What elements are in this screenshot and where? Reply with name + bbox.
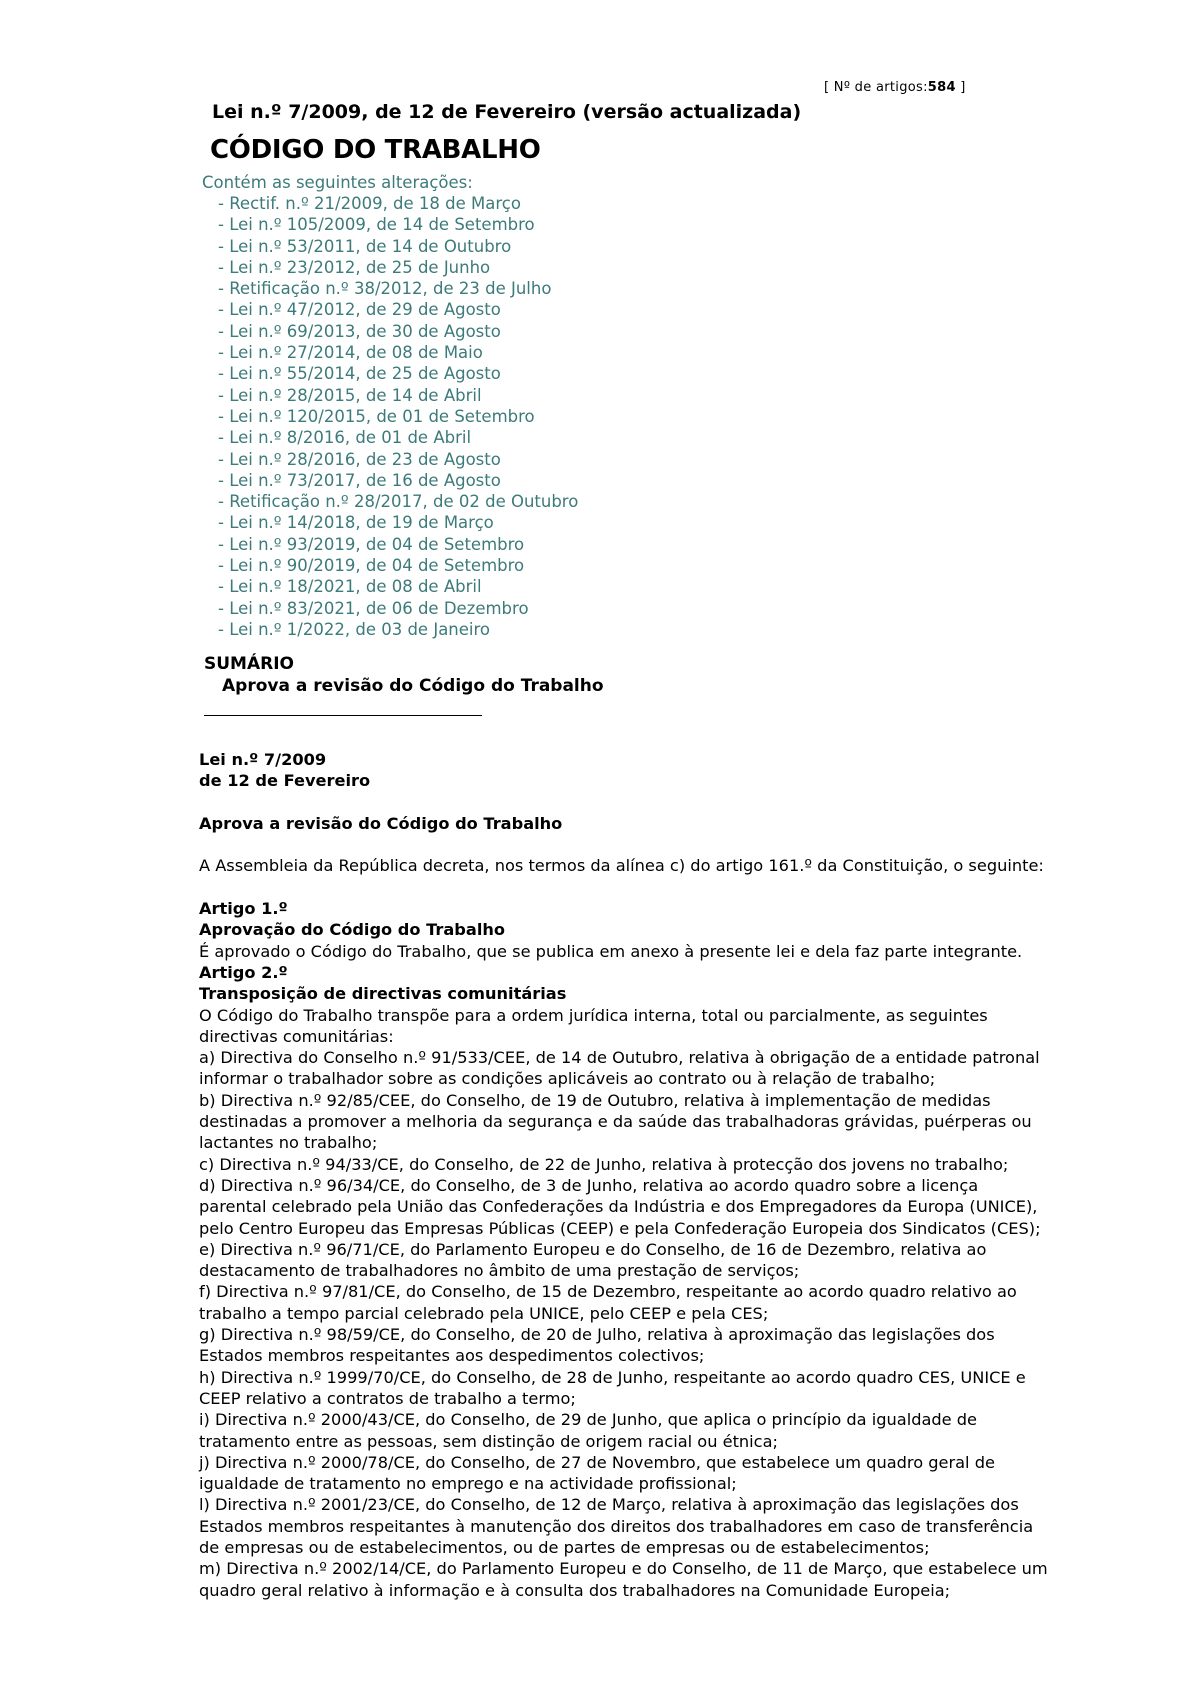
directive-item: j) Directiva n.º 2000/78/CE, do Conselho, de 27 de Novembro, que estabelece um quadro geral de igualdade de tratamento no emprego e na actividade profissional; — [199, 1452, 995, 1494]
amendment-item: - Lei n.º 120/2015, de 01 de Setembro — [218, 406, 535, 426]
directive-item: d) Directiva n.º 96/34/CE, do Conselho, de 3 de Junho, relativa ao acordo quadro sobre a licença parental celebrado pela União das Confederações da Indústria e dos Empregadores da Europa (UNICE), pelo Centro Europeu das Empresas Públicas (CEEP) e pela Confederação Europeia dos Sindicatos (CES); — [199, 1175, 1041, 1238]
summary-label: SUMÁRIO — [204, 654, 294, 674]
amendment-item: - Lei n.º 53/2011, de 14 de Outubro — [218, 236, 512, 256]
preamble: A Assembleia da República decreta, nos termos da alínea c) do artigo 161.º da Constituição, o seguinte: — [199, 856, 1044, 876]
amendments-heading: Contém as seguintes alterações: — [202, 173, 473, 192]
directive-item: m) Directiva n.º 2002/14/CE, do Parlamento Europeu e do Conselho, de 11 de Março, que estabelece um quadro geral relativo à informação e à consulta dos trabalhadores na Comunidade Europeia; — [199, 1559, 1048, 1600]
law-title-line: Lei n.º 7/2009, de 12 de Fevereiro (versão actualizada) — [212, 101, 802, 123]
amendment-item: - Lei n.º 69/2013, de 30 de Agosto — [218, 321, 501, 341]
law-heading: Aprova a revisão do Código do Trabalho — [199, 813, 563, 833]
amendment-item: - Lei n.º 90/2019, de 04 de Setembro — [218, 556, 525, 576]
amendment-item: - Lei n.º 27/2014, de 08 de Maio — [218, 343, 483, 363]
amendment-item: - Lei n.º 14/2018, de 19 de Março — [218, 513, 494, 533]
amendment-item: - Lei n.º 23/2012, de 25 de Junho — [218, 257, 491, 277]
amendment-item: - Lei n.º 47/2012, de 29 de Agosto — [218, 300, 501, 320]
summary-text: Aprova a revisão do Código do Trabalho — [222, 676, 604, 696]
article-count-prefix: [ Nº de artigos: — [824, 80, 928, 95]
amendments-list — [202, 172, 578, 640]
directive-item: f) Directiva n.º 97/81/CE, do Conselho, de 15 de Dezembro, respeitante ao acordo quadro relativo ao trabalho a tempo parcial celebrado pela UNICE, pelo CEEP e pela CES; — [199, 1282, 1017, 1323]
amendment-item: - Rectif. n.º 21/2009, de 18 de Março — [218, 194, 521, 213]
directive-item: b) Directiva n.º 92/85/CEE, do Conselho, de 19 de Outubro, relativa à implementação de medidas destinadas a promover a melhoria da segurança e da saúde das trabalhadoras grávidas, puérperas ou lactantes no trabalho; — [199, 1090, 1032, 1153]
amendment-item: - Lei n.º 105/2009, de 14 de Setembro — [218, 215, 535, 235]
amendment-item: - Lei n.º 55/2014, de 25 de Agosto — [218, 364, 501, 384]
directive-item: a) Directiva do Conselho n.º 91/533/CEE, de 14 de Outubro, relativa à obrigação de a entidade patronal informar o trabalhador sobre as condições aplicáveis ao contrato ou à relação de trabalho; — [199, 1048, 1040, 1089]
amendment-item: - Lei n.º 28/2016, de 23 de Agosto — [218, 449, 501, 469]
amendment-item: - Lei n.º 93/2019, de 04 de Setembro — [218, 534, 525, 554]
article-1-title: Aprovação do Código do Trabalho — [199, 920, 506, 940]
article-2-number: Artigo 2.º — [199, 962, 288, 982]
amendment-item: - Lei n.º 8/2016, de 01 de Abril — [218, 428, 472, 448]
directive-item: i) Directiva n.º 2000/43/CE, do Conselho, de 29 de Junho, que aplica o princípio da igualdade de tratamento entre as pessoas, sem distinção de origem racial ou étnica; — [199, 1410, 978, 1451]
amendments-items — [202, 193, 578, 640]
article-count — [824, 80, 966, 95]
directive-item: l) Directiva n.º 2001/23/CE, do Conselho, de 12 de Março, relativa à aproximação das legislações dos Estados membros respeitantes à manutenção dos direitos dos trabalhadores em caso de transferência de empresas ou de estabelecimentos, ou de partes de empresas ou de estabelecimentos; — [199, 1495, 1034, 1557]
amendment-item: - Lei n.º 18/2021, de 08 de Abril — [218, 577, 482, 597]
amendment-item: - Lei n.º 28/2015, de 14 de Abril — [218, 385, 482, 405]
directive-item: h) Directiva n.º 1999/70/CE, do Conselho, de 28 de Junho, respeitante ao acordo quadro CES, UNICE e CEEP relativo a contratos de trabalho a termo; — [199, 1367, 1026, 1408]
amendment-item: - Retificação n.º 38/2012, de 23 de Julho — [218, 279, 552, 299]
article-1-number: Artigo 1.º — [199, 899, 288, 919]
law-number: Lei n.º 7/2009 — [199, 750, 327, 769]
divider — [204, 715, 482, 716]
amendment-item: - Lei n.º 73/2017, de 16 de Agosto — [218, 470, 501, 490]
directive-item: g) Directiva n.º 98/59/CE, do Conselho, de 20 de Julho, relativa à aproximação das legislações dos Estados membros respeitantes aos despedimentos colectivos; — [199, 1325, 995, 1366]
article-1-text: É aprovado o Código do Trabalho, que se publica em anexo à presente lei e dela faz parte integrante. — [199, 941, 1023, 961]
amendment-item: - Lei n.º 1/2022, de 03 de Janeiro — [218, 619, 491, 639]
directives-list — [199, 1047, 1049, 1601]
directive-item: c) Directiva n.º 94/33/CE, do Conselho, de 22 de Junho, relativa à protecção dos jovens no trabalho; — [199, 1154, 1009, 1174]
article-count-value: 584 — [927, 80, 956, 95]
law-body — [199, 749, 1049, 1601]
amendment-item: - Retificação n.º 28/2017, de 02 de Outubro — [218, 492, 579, 512]
directive-item: e) Directiva n.º 96/71/CE, do Parlamento Europeu e do Conselho, de 16 de Dezembro, relativa ao destacamento de trabalhadores no âmbito de uma prestação de serviços; — [199, 1239, 987, 1281]
amendment-item: - Lei n.º 83/2021, de 06 de Dezembro — [218, 598, 529, 618]
page-title: CÓDIGO DO TRABALHO — [210, 135, 541, 165]
article-count-suffix: ] — [960, 80, 966, 95]
law-date: de 12 de Fevereiro — [199, 771, 371, 791]
article-2-title: Transposição de directivas comunitárias — [199, 984, 567, 1004]
article-2-intro: O Código do Trabalho transpõe para a ordem jurídica interna, total ou parcialmente, as seguintes directivas comunitárias: — [199, 1005, 988, 1046]
